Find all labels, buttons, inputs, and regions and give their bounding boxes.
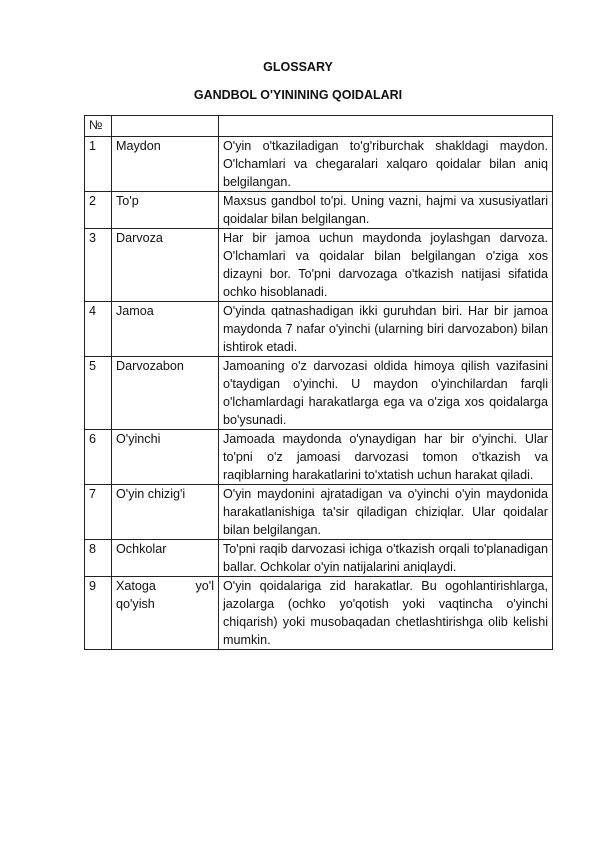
row-term: To'p (112, 192, 219, 229)
row-definition: Jamoada maydonda o'ynaydigan har bir o'yinchi. Ular to'pni o'z jamoasi darvozasi tomon o'tkazish va raqiblarning harakatlarini to'xtatish uchun harakat qiladi. (219, 430, 553, 485)
table-row (85, 540, 553, 577)
row-number: 6 (85, 430, 112, 485)
table-row (85, 192, 553, 229)
header-term (112, 116, 219, 137)
row-definition: O'yin qoidalariga zid harakatlar. Bu ogohlantirishlarga, jazolarga (ochko yo'qotish yoki vaqtincha o'yinchi chiqarish) yoki musobaqadan chetlashtirishga olib kelishi mumkin. (219, 577, 553, 650)
row-definition: O'yin maydonini ajratadigan va o'yinchi o'yin maydonida harakatlanishiga ta'sir qiladigan chiziqlar. Ular qoidalar bilan belgilangan. (219, 485, 553, 540)
row-definition: Maxsus gandbol to'pi. Uning vazni, hajmi va xususiyatlari qoidalar bilan belgilangan. (219, 192, 553, 229)
row-definition: To'pni raqib darvozasi ichiga o'tkazish orqali to'planadigan ballar. Ochkolar o'yin natijalarini aniqlaydi. (219, 540, 553, 577)
table-header-row (85, 116, 553, 137)
header-number: № (85, 116, 112, 137)
row-number: 2 (85, 192, 112, 229)
table-row (85, 357, 553, 430)
row-term: Darvozabon (112, 357, 219, 430)
row-term: O'yinchi (112, 430, 219, 485)
row-number: 9 (85, 577, 112, 650)
row-number: 4 (85, 302, 112, 357)
row-number: 7 (85, 485, 112, 540)
row-number: 1 (85, 137, 112, 192)
row-definition: Jamoaning o'z darvozasi oldida himoya qilish vazifasini o'taydigan o'yinchi. U maydon o'yinchilardan farqli o'lchamlardagi harakatlarga ega va o'ziga xos qoidalarga bo'ysunadi. (219, 357, 553, 430)
table-row (85, 229, 553, 302)
table-row (85, 137, 553, 192)
table-row (85, 430, 553, 485)
row-definition: O'yin o'tkaziladigan to'g'riburchak shakldagi maydon. O'lchamlari va chegaralari xalqaro qoidalar bilan aniq belgilangan. (219, 137, 553, 192)
glossary-table (84, 115, 553, 650)
row-term: Jamoa (112, 302, 219, 357)
row-term: Xatoga yo'l qo'yish (112, 577, 219, 650)
table-row (85, 302, 553, 357)
row-definition: Har bir jamoa uchun maydonda joylashgan darvoza. O'lchamlari va qoidalar bilan belgilangan o'ziga xos dizayni bor. To'pni darvozaga o'tkazish natijasi sifatida ochko hisoblanadi. (219, 229, 553, 302)
row-number: 5 (85, 357, 112, 430)
table-row (85, 577, 553, 650)
row-number: 3 (85, 229, 112, 302)
row-term: Ochkolar (112, 540, 219, 577)
table-row (85, 485, 553, 540)
header-definition (219, 116, 553, 137)
row-definition: O'yinda qatnashadigan ikki guruhdan biri. Har bir jamoa maydonda 7 nafar o'yinchi (ularning biri darvozabon) bilan ishtirok etadi. (219, 302, 553, 357)
row-number: 8 (85, 540, 112, 577)
document-title: GLOSSARY (263, 60, 333, 74)
row-term: O'yin chizig'i (112, 485, 219, 540)
row-term: Darvoza (112, 229, 219, 302)
document-subtitle: GANDBOL O'YININING QOIDALARI (193, 88, 403, 102)
row-term: Maydon (112, 137, 219, 192)
